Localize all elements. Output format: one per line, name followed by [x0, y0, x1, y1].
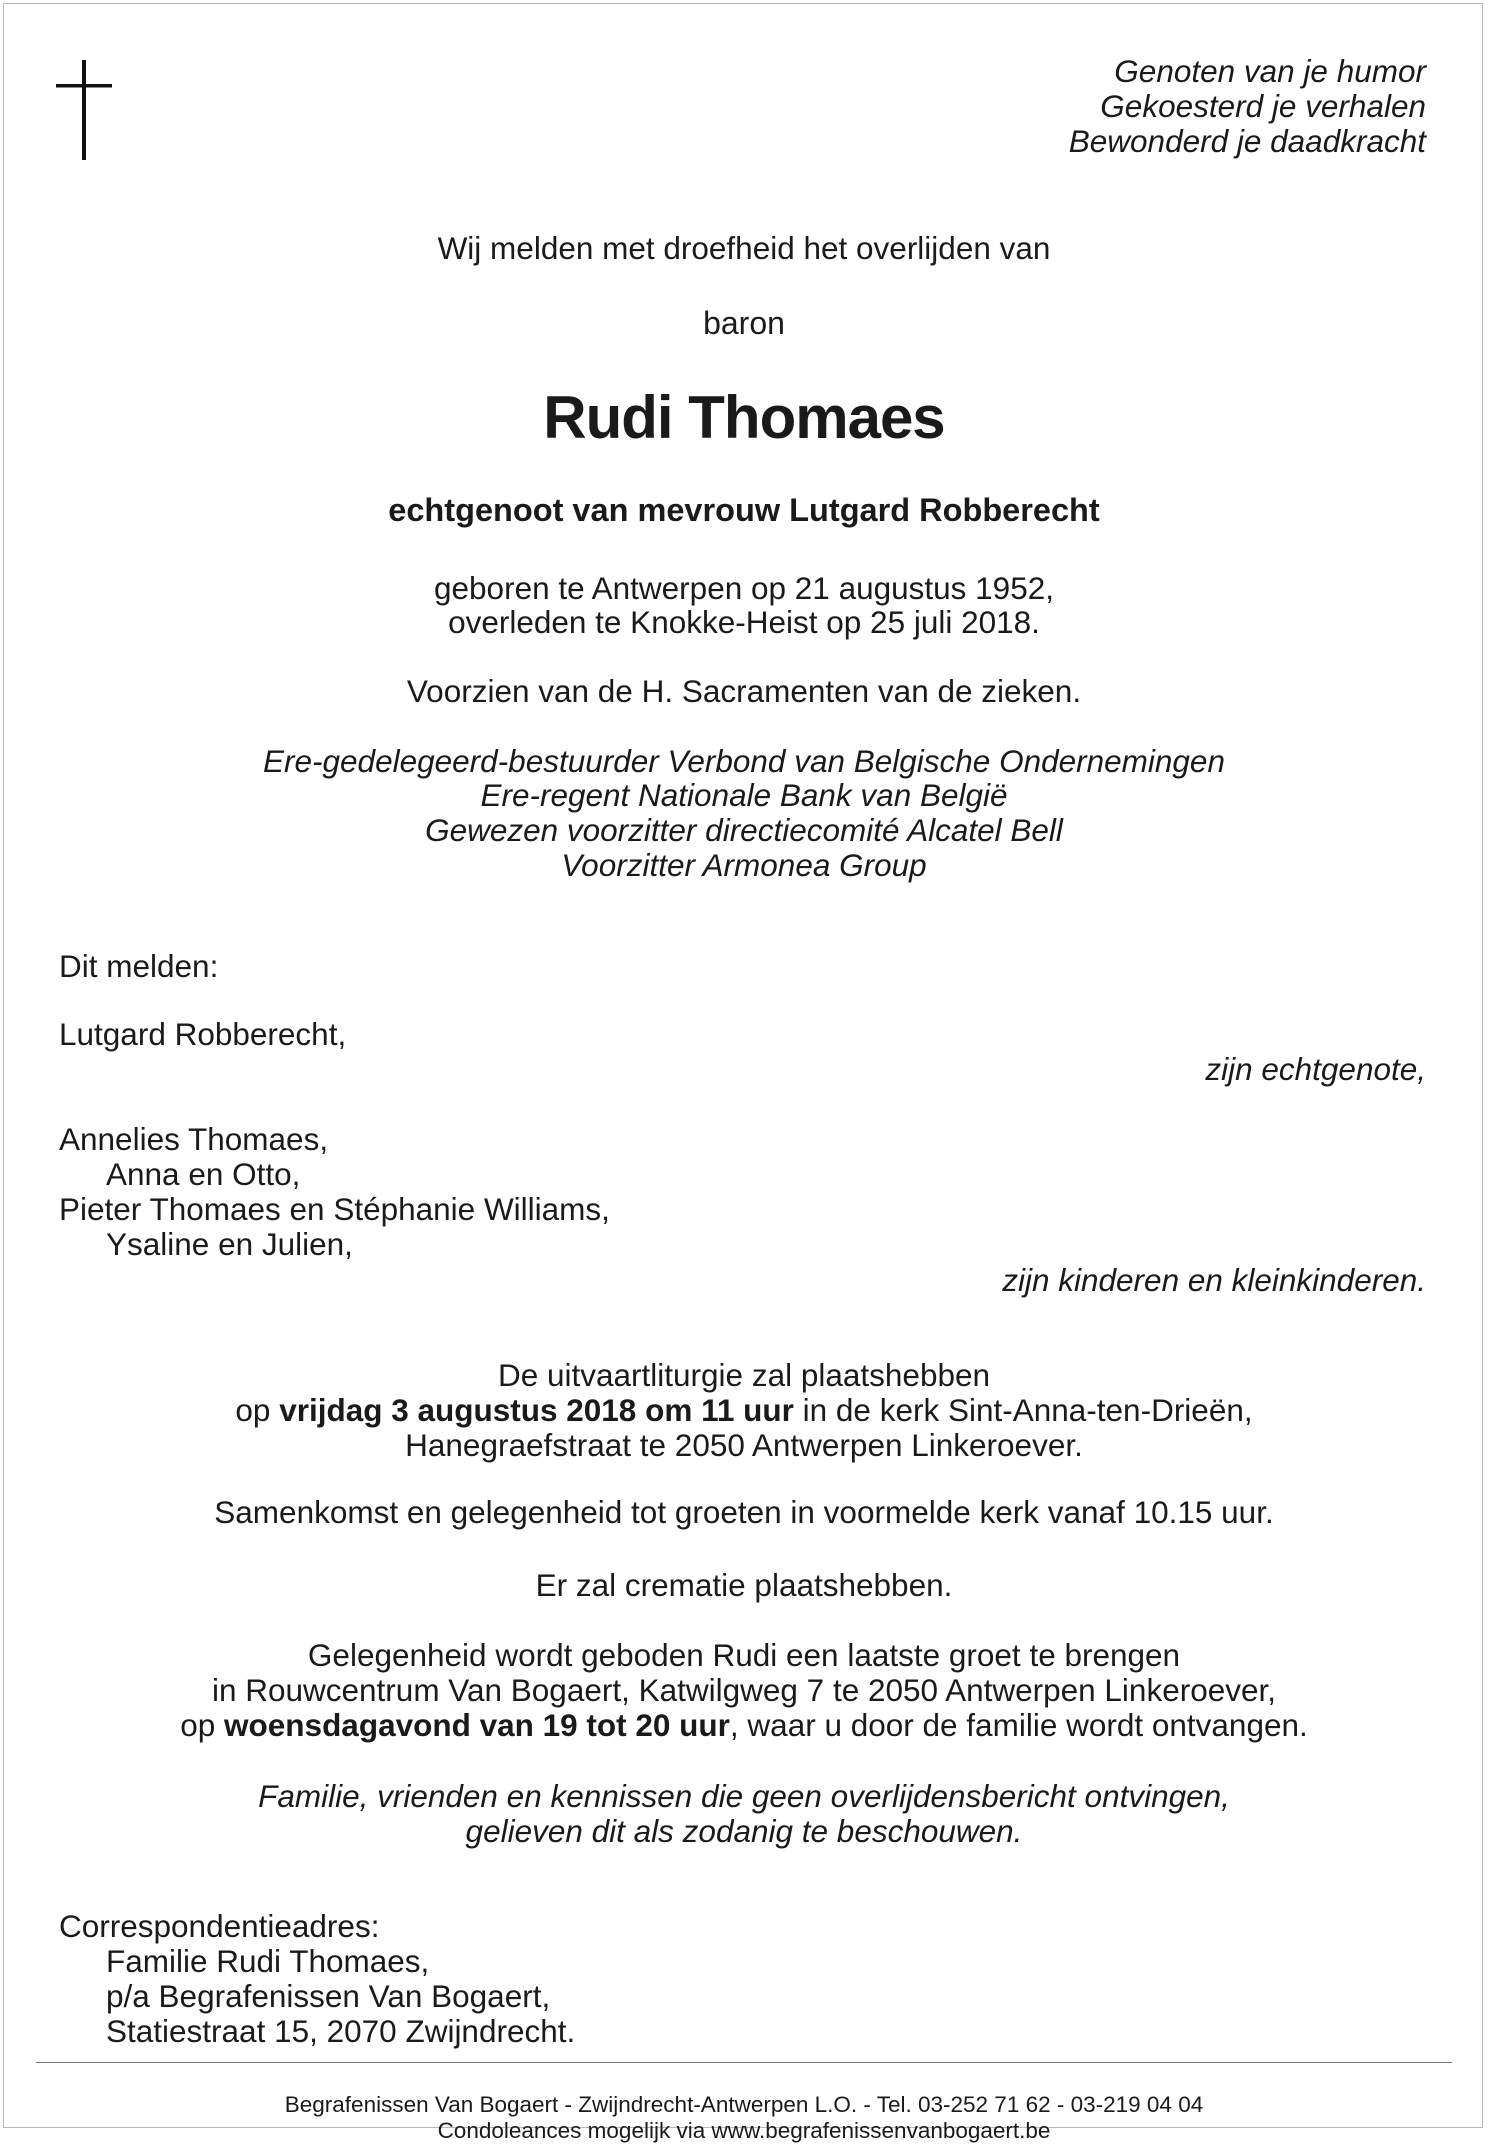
intro-text: Wij melden met droefheid het overlijden van: [437, 230, 1051, 266]
funeral-date-line: op vrijdag 3 augustus 2018 om 11 uur in de kerk Sint-Anna-ten-Drieën,: [235, 1392, 1253, 1428]
correspondence-line: Statiestraat 15, 2070 Zwijndrecht.: [106, 2013, 576, 2049]
motto-line: Gekoesterd je verhalen: [1100, 88, 1426, 124]
viewing-line: in Rouwcentrum Van Bogaert, Katwilgweg 7 te 2050 Antwerpen Linkeroever,: [211, 1672, 1277, 1708]
title-prefix: baron: [703, 305, 785, 341]
correspondence-line: Familie Rudi Thomaes,: [106, 1943, 430, 1979]
footer-line: Begrafenissen Van Bogaert - Zwijndrecht-Antwerpen L.O. - Tel. 03-252 71 62 - 03-219 04 04: [284, 2091, 1204, 2117]
function-line: Ere-regent Nationale Bank van België: [480, 777, 1008, 813]
children-role: zijn kinderen en kleinkinderen.: [1002, 1262, 1426, 1298]
born-line: geboren te Antwerpen op 21 augustus 1952,: [434, 570, 1054, 606]
sacraments-line: Voorzien van de H. Sacramenten van de zieken.: [406, 673, 1082, 709]
function-line: Ere-gedelegeerd-bestuurder Verbond van Belgische Ondernemingen: [263, 743, 1225, 779]
child-name: Pieter Thomaes en Stéphanie Williams,: [59, 1191, 610, 1227]
cremation-line: Er zal crematie plaatshebben.: [535, 1567, 953, 1603]
motto-line: Genoten van je humor: [1114, 53, 1426, 89]
notice-line: Familie, vrienden en kennissen die geen overlijdensbericht ontvingen,: [258, 1778, 1230, 1814]
correspondence-label: Correspondentieadres:: [59, 1908, 380, 1944]
correspondence-line: p/a Begrafenissen Van Bogaert,: [106, 1978, 551, 2014]
died-line: overleden te Knokke-Heist op 25 juli 2018.: [448, 604, 1040, 640]
deceased-name: Rudi Thomaes: [543, 384, 945, 451]
footer-line: Condoleances mogelijk via www.begrafenissenvanbogaert.be: [437, 2117, 1051, 2143]
footer-divider: [36, 2062, 1452, 2063]
grandchildren-names: Ysaline en Julien,: [106, 1226, 353, 1262]
viewing-time-line: op woensdagavond van 19 tot 20 uur, waar u door de familie wordt ontvangen.: [180, 1707, 1308, 1743]
spouse-name: Lutgard Robberecht,: [59, 1016, 347, 1052]
function-line: Voorzitter Armonea Group: [561, 847, 927, 883]
spouse-line: echtgenoot van mevrouw Lutgard Robberecht: [388, 492, 1100, 528]
function-line: Gewezen voorzitter directiecomité Alcatel Bell: [425, 812, 1063, 848]
funeral-line: De uitvaartliturgie zal plaatshebben: [497, 1357, 991, 1393]
announcers-label: Dit melden:: [59, 948, 219, 984]
notice-line: gelieven dit als zodanig te beschouwen.: [465, 1813, 1023, 1849]
cross-icon: [56, 60, 112, 160]
spouse-role: zijn echtgenote,: [1205, 1051, 1426, 1087]
viewing-line: Gelegenheid wordt geboden Rudi een laatste groet te brengen: [307, 1637, 1181, 1673]
gathering-line: Samenkomst en gelegenheid tot groeten in voormelde kerk vanaf 10.15 uur.: [214, 1494, 1274, 1530]
funeral-line: Hanegraefstraat te 2050 Antwerpen Linkeroever.: [405, 1427, 1083, 1463]
child-name: Annelies Thomaes,: [59, 1121, 329, 1157]
motto-line: Bewonderd je daadkracht: [1068, 123, 1426, 159]
grandchildren-names: Anna en Otto,: [106, 1156, 301, 1192]
